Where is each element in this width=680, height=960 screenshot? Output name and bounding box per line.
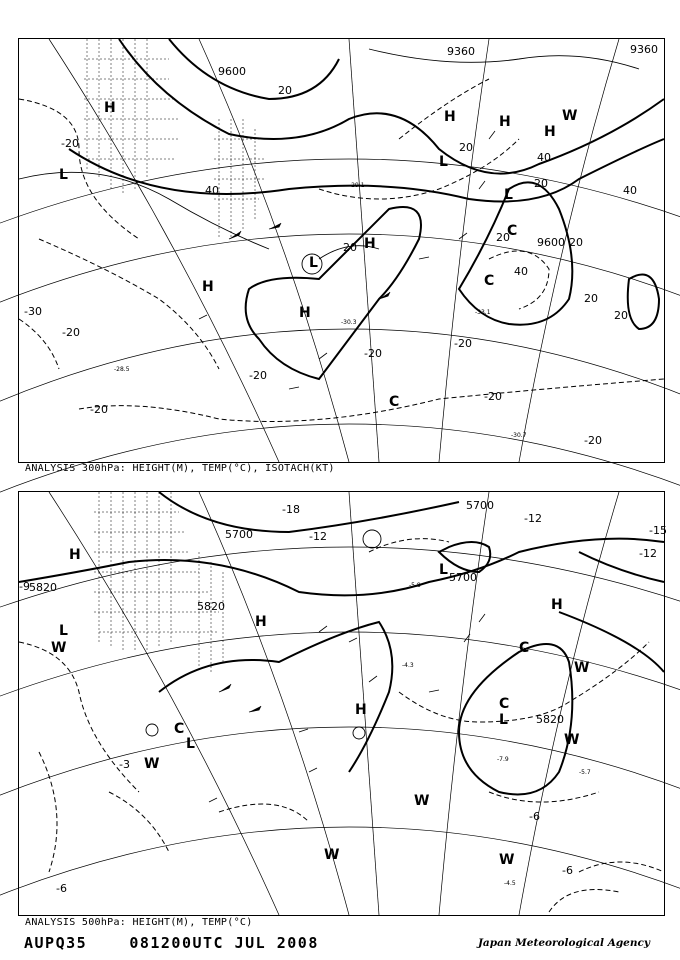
high-center-marker: H	[255, 614, 267, 630]
high-center-marker: H	[299, 305, 311, 321]
height-label: 5700	[466, 499, 494, 512]
temperature-label: -20	[484, 390, 502, 403]
temperature-label: -20	[454, 337, 472, 350]
isotach-label: 20	[459, 141, 473, 154]
low-center-marker: L	[309, 255, 318, 271]
isotach-label: 20	[496, 231, 510, 244]
station-observation: -30.7	[511, 432, 527, 439]
height-label: 9600	[218, 65, 246, 78]
warm-center-marker: W	[562, 108, 578, 124]
height-label: 9360	[630, 43, 658, 56]
high-center-marker: H	[202, 279, 214, 295]
temperature-label: -18	[282, 503, 300, 516]
height-label: 5820	[536, 713, 564, 726]
station-observation: -28.5	[114, 366, 130, 373]
height-label: 9360	[447, 45, 475, 58]
temperature-label: -12	[639, 547, 657, 560]
high-center-marker: H	[69, 547, 81, 563]
cold-center-marker: C	[389, 394, 400, 410]
height-label: 5820	[29, 581, 57, 594]
warm-center-marker: W	[51, 640, 67, 656]
cold-center-marker: C	[519, 640, 530, 656]
graticule	[0, 492, 680, 915]
station-observation: -30.3	[341, 319, 357, 326]
temperature-label: -6	[529, 810, 540, 823]
isotach-label: 40	[205, 184, 219, 197]
isotach-label: 40	[514, 265, 528, 278]
temperature-label: -20	[584, 434, 602, 447]
station-observation: -5.8	[409, 582, 421, 589]
height-label: 5700	[225, 528, 253, 541]
warm-center-marker: W	[564, 732, 580, 748]
station-observation: -4.5	[504, 880, 516, 887]
low-center-marker: L	[499, 712, 508, 728]
height-label: 5700	[449, 571, 477, 584]
caption-500hpa: ANALYSIS 500hPa: HEIGHT(M), TEMP(°C)	[25, 917, 253, 928]
high-center-marker: H	[499, 114, 511, 130]
station-observation: -5.7	[579, 769, 591, 776]
height-label: 5820	[197, 600, 225, 613]
valid-time: 081200UTC JUL 2008	[129, 934, 319, 952]
high-center-marker: H	[544, 124, 556, 140]
cold-center-marker: C	[499, 696, 510, 712]
low-center-marker: L	[439, 154, 448, 170]
temperature-label: -20	[364, 347, 382, 360]
graticule	[0, 39, 680, 509]
station-observation: -7.9	[497, 756, 509, 763]
cold-center-marker: C	[507, 223, 518, 239]
high-center-marker: H	[104, 100, 116, 116]
cold-center-marker: C	[484, 273, 495, 289]
warm-center-marker: W	[574, 660, 590, 676]
temperature-label: -6	[56, 882, 67, 895]
product-code: AUPQ35	[24, 934, 88, 952]
wind-barbs	[199, 131, 495, 389]
station-observation: -4.3	[402, 662, 414, 669]
isotach-label: 40	[537, 151, 551, 164]
product-identifier	[24, 934, 319, 952]
caption-300hpa: ANALYSIS 300hPa: HEIGHT(M), TEMP(°C), ISOTACH(KT)	[25, 463, 335, 474]
temperature-label: -30	[24, 305, 42, 318]
temperature-label: -9	[19, 580, 30, 593]
height-contours	[19, 492, 664, 795]
isotach-label: 40	[623, 184, 637, 197]
temperature-label: -20	[249, 369, 267, 382]
chart-panel-300hpa	[18, 38, 665, 463]
high-center-marker: H	[355, 702, 367, 718]
temperature-label: -20	[62, 326, 80, 339]
temperature-label: -12	[524, 512, 542, 525]
temperature-label: -20	[61, 137, 79, 150]
isotach-label: 20	[584, 292, 598, 305]
isotach-label: 20	[534, 177, 548, 190]
warm-center-marker: W	[324, 847, 340, 863]
station-observation: -33.1	[475, 309, 491, 316]
temperature-label: -12	[309, 530, 327, 543]
warm-center-marker: W	[414, 793, 430, 809]
warm-center-marker: W	[499, 852, 515, 868]
height-label: 9600	[537, 236, 565, 249]
low-center-marker: L	[59, 167, 68, 183]
map-300hpa	[19, 39, 664, 462]
temperature-label: -6	[562, 864, 573, 877]
wind-barbs	[209, 614, 485, 802]
low-center-marker: L	[504, 187, 513, 203]
map-500hpa	[19, 492, 667, 915]
low-center-marker: L	[439, 562, 448, 578]
temperature-label: -20	[90, 403, 108, 416]
temperature-label: -15	[649, 524, 667, 537]
low-center-marker: L	[59, 623, 68, 639]
isotach-label: 20	[569, 236, 583, 249]
high-center-marker: H	[551, 597, 563, 613]
high-center-marker: H	[444, 109, 456, 125]
warm-center-marker: W	[144, 756, 160, 772]
agency-credit: Japan Meteorological Agency	[477, 937, 650, 949]
isotach-label: 20	[614, 309, 628, 322]
height-contours	[69, 39, 664, 379]
station-observation: -29.1	[349, 182, 365, 189]
low-center-marker: L	[186, 736, 195, 752]
isotach-label: 20	[278, 84, 292, 97]
temperature-hatch	[94, 492, 223, 672]
chart-panel-500hpa	[18, 491, 665, 916]
isotach-label: 20	[343, 241, 357, 254]
high-center-marker: H	[364, 236, 376, 252]
cold-center-marker: C	[174, 721, 185, 737]
temperature-label: -3	[119, 758, 130, 771]
